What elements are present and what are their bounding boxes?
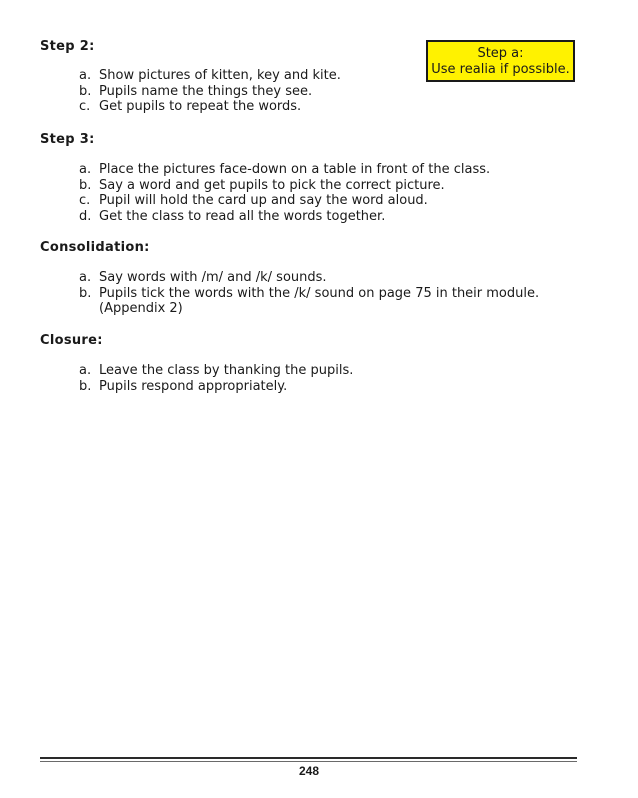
step-3-list — [79, 162, 490, 224]
note-line-1: Step a: — [477, 46, 524, 61]
list-marker: d. — [79, 208, 92, 224]
list-marker: c. — [79, 193, 91, 208]
list-item-continuation: (Appendix 2) — [99, 301, 183, 316]
list-marker: a. — [79, 68, 92, 83]
step-2-list — [79, 68, 341, 115]
list-item-text: Show pictures of kitten, key and kite. — [99, 68, 341, 83]
list-item — [79, 178, 490, 194]
page-number: 248 — [298, 764, 320, 778]
list-item-text: Say a word and get pupils to pick the correct picture. — [99, 177, 445, 193]
list-item — [79, 193, 490, 209]
footer-rule — [40, 757, 577, 759]
closure-list — [79, 363, 353, 394]
list-item — [79, 379, 353, 395]
list-item — [79, 99, 341, 115]
list-item-text: Say words with /m/ and /k/ sounds. — [99, 270, 327, 285]
list-item-text: Pupils name the things they see. — [99, 83, 313, 99]
list-item-text: Get pupils to repeat the words. — [99, 99, 302, 114]
note-line-2: Use realia if possible. — [431, 62, 570, 77]
list-item — [79, 84, 341, 100]
list-marker: a. — [79, 363, 92, 378]
list-item — [79, 68, 341, 84]
list-item — [79, 270, 539, 286]
list-item-text: Place the pictures face-down on a table in front of the class. — [99, 162, 491, 177]
teacher-note-box — [426, 40, 575, 82]
list-item-text: Leave the class by thanking the pupils. — [99, 363, 354, 378]
list-item — [79, 209, 490, 225]
list-marker: a. — [79, 162, 92, 177]
section-heading-consolidation: Consolidation: — [40, 240, 150, 255]
list-item — [79, 363, 353, 379]
list-marker: b. — [79, 285, 92, 301]
list-marker: a. — [79, 270, 92, 285]
list-item — [79, 162, 490, 178]
section-heading-closure: Closure: — [40, 333, 103, 348]
section-heading-step-2: Step 2: — [40, 39, 95, 54]
list-item-text: Pupils respond appropriately. — [99, 378, 288, 394]
list-marker: b. — [79, 378, 92, 394]
footer-rule-thin — [40, 761, 577, 762]
list-marker: b. — [79, 83, 92, 99]
list-marker: b. — [79, 177, 92, 193]
list-item-text: Get the class to read all the words together. — [99, 208, 386, 224]
list-item — [79, 286, 539, 317]
list-item-text: Pupils tick the words with the /k/ sound on page 75 in their module. — [99, 285, 540, 301]
consolidation-list — [79, 270, 539, 317]
list-item-text: Pupil will hold the card up and say the word aloud. — [99, 193, 428, 208]
section-heading-step-3: Step 3: — [40, 132, 95, 147]
list-marker: c. — [79, 99, 91, 114]
